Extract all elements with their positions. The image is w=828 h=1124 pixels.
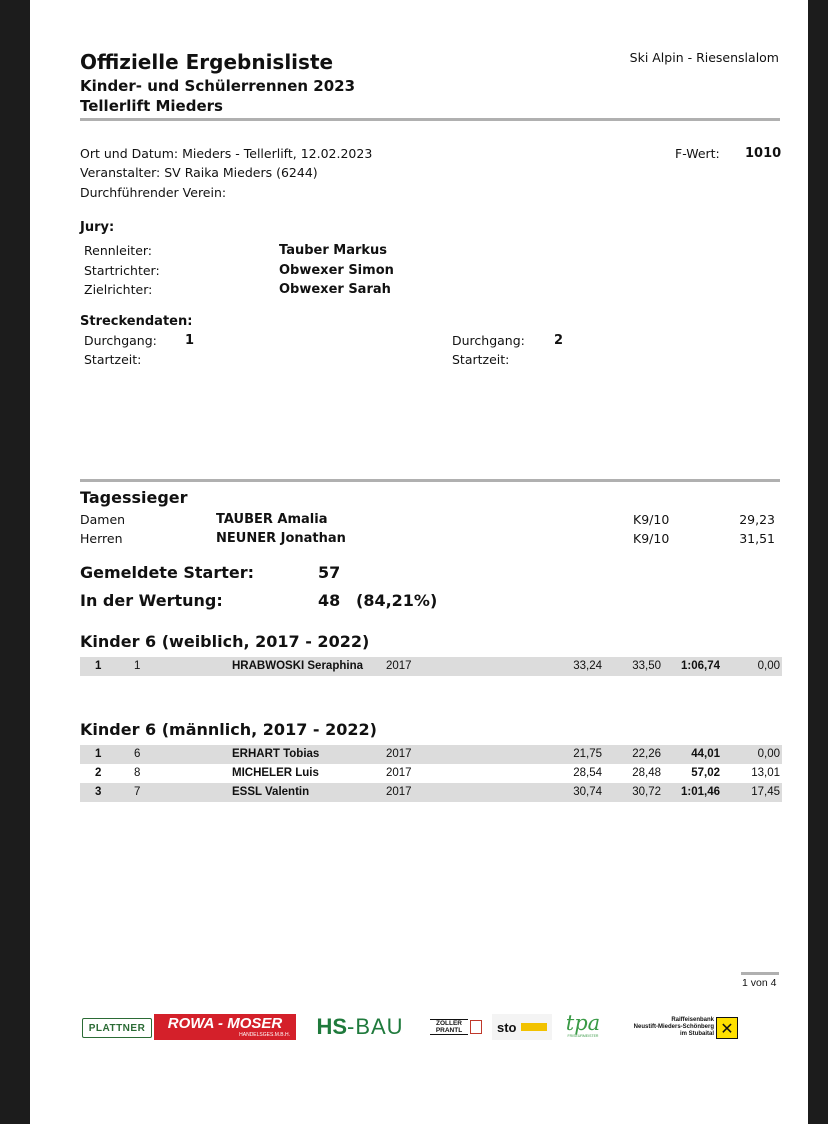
raiffeisen-line2: Neustift-Mieders-Schönberg	[633, 1023, 714, 1030]
bib: 8	[134, 767, 141, 779]
run-number: 2	[554, 333, 564, 348]
athlete-name: ESSL Valentin	[232, 786, 310, 798]
time-diff: 0,00	[757, 660, 780, 672]
tpa-logo	[558, 1008, 608, 1042]
rank: 3	[95, 786, 102, 798]
total-time: 1:06,74	[680, 660, 720, 672]
event-title: Kinder- und Schülerrennen 2023	[80, 77, 356, 95]
tpa-subtext: FRISEURMEISTER	[567, 1034, 599, 1038]
run1-time: 21,75	[573, 748, 602, 760]
venue-title: Tellerlift Mieders	[80, 97, 223, 115]
header-divider	[80, 118, 780, 121]
raiffeisen-text-block	[614, 1014, 714, 1040]
classified-value: 48	[318, 591, 341, 610]
birth-year: 2017	[386, 660, 412, 672]
executing-club: Durchführender Verein:	[80, 185, 227, 200]
run1-time: 30,74	[573, 786, 602, 798]
winner-category: Damen	[80, 512, 126, 527]
athlete-name: HRABWOSKI Seraphina	[232, 660, 363, 672]
raiffeisen-cross-icon: ✕	[716, 1017, 738, 1039]
time-diff: 0,00	[757, 748, 780, 760]
page-indicator-rule	[741, 972, 779, 975]
hs-text: HS	[316, 1014, 347, 1039]
plattner-logo: PLATTNER	[82, 1018, 152, 1038]
category-title: Kinder 6 (weiblich, 2017 - 2022)	[80, 632, 370, 651]
run1-time: 28,54	[573, 767, 602, 779]
jury-role: Zielrichter:	[84, 282, 153, 297]
bib: 7	[134, 786, 141, 798]
location-date: Ort und Datum: Mieders - Tellerlift, 12.02.2023	[80, 146, 373, 161]
page-title: Offizielle Ergebnisliste	[80, 50, 334, 74]
daily-winners-heading: Tagessieger	[80, 488, 188, 507]
time-diff: 13,01	[751, 767, 780, 779]
winner-category: Herren	[80, 531, 123, 546]
run2-time: 22,26	[632, 748, 661, 760]
birth-year: 2017	[386, 748, 412, 760]
rank: 1	[95, 748, 102, 760]
rowa-moser-logo	[154, 1014, 296, 1040]
result-row	[80, 764, 782, 783]
rowa-moser-text: ROWA - MOSER	[167, 1015, 283, 1032]
sto-text: sto	[497, 1019, 517, 1035]
result-row	[80, 783, 782, 802]
jury-name: Obwexer Simon	[279, 263, 394, 278]
athlete-name: MICHELER Luis	[232, 767, 319, 779]
result-row	[80, 745, 782, 764]
result-page	[30, 0, 808, 1124]
hs-bau-logo	[302, 1014, 418, 1040]
classified-percent: (84,21%)	[356, 591, 438, 610]
zoller-prantl-mark-icon	[470, 1020, 482, 1034]
birth-year: 2017	[386, 767, 412, 779]
fwert-value: 1010	[745, 146, 782, 161]
jury-heading: Jury:	[80, 220, 115, 235]
total-time: 1:01,46	[680, 786, 720, 798]
start-time-label: Startzeit:	[84, 352, 142, 367]
run-label: Durchgang:	[84, 333, 157, 348]
category-title: Kinder 6 (männlich, 2017 - 2022)	[80, 720, 377, 739]
section-divider	[80, 479, 780, 482]
jury-name: Tauber Markus	[279, 243, 388, 258]
raiffeisen-line1: Raiffeisenbank	[671, 1016, 714, 1023]
total-time: 57,02	[691, 767, 720, 779]
start-time-label: Startzeit:	[452, 352, 510, 367]
winner-time: 31,51	[739, 531, 775, 546]
run2-time: 28,48	[632, 767, 661, 779]
winner-name: NEUNER Jonathan	[216, 531, 346, 546]
bib: 6	[134, 748, 141, 760]
winner-class: K9/10	[633, 531, 670, 546]
time-diff: 17,45	[751, 786, 780, 798]
sto-bar-icon	[521, 1023, 547, 1031]
sto-logo	[492, 1014, 552, 1040]
rank: 2	[95, 767, 102, 779]
run-label: Durchgang:	[452, 333, 525, 348]
classified-label: In der Wertung:	[80, 591, 223, 610]
bib: 1	[134, 660, 141, 672]
run2-time: 33,50	[632, 660, 661, 672]
rank: 1	[95, 660, 102, 672]
organizer: Veranstalter: SV Raika Mieders (6244)	[80, 165, 318, 180]
course-heading: Streckendaten:	[80, 314, 193, 329]
result-row	[80, 657, 782, 676]
raiffeisen-line3: im Stubaital	[679, 1030, 714, 1037]
jury-role: Rennleiter:	[84, 243, 153, 258]
winner-name: TAUBER Amalia	[216, 512, 328, 527]
jury-role: Startrichter:	[84, 263, 160, 278]
page-number: 1 von 4	[742, 977, 777, 989]
total-time: 44,01	[691, 748, 720, 760]
fwert-label: F-Wert:	[675, 146, 720, 161]
run2-time: 30,72	[632, 786, 661, 798]
birth-year: 2017	[386, 786, 412, 798]
jury-name: Obwexer Sarah	[279, 282, 391, 297]
run-number: 1	[185, 333, 195, 348]
athlete-name: ERHART Tobias	[232, 748, 320, 760]
bau-text: -BAU	[347, 1014, 404, 1039]
rowa-moser-subtext: HANDELSGES.M.B.H.	[239, 1032, 290, 1038]
discipline-label: Ski Alpin - Riesenslalom	[629, 50, 779, 65]
winner-class: K9/10	[633, 512, 670, 527]
run1-time: 33,24	[573, 660, 602, 672]
registered-value: 57	[318, 563, 341, 582]
registered-label: Gemeldete Starter:	[80, 563, 255, 582]
zoller-prantl-logo	[428, 1018, 484, 1036]
winner-time: 29,23	[739, 512, 775, 527]
tpa-text: tpa	[565, 1011, 601, 1035]
zoller-prantl-text: ZOLLER PRANTL	[430, 1019, 468, 1035]
